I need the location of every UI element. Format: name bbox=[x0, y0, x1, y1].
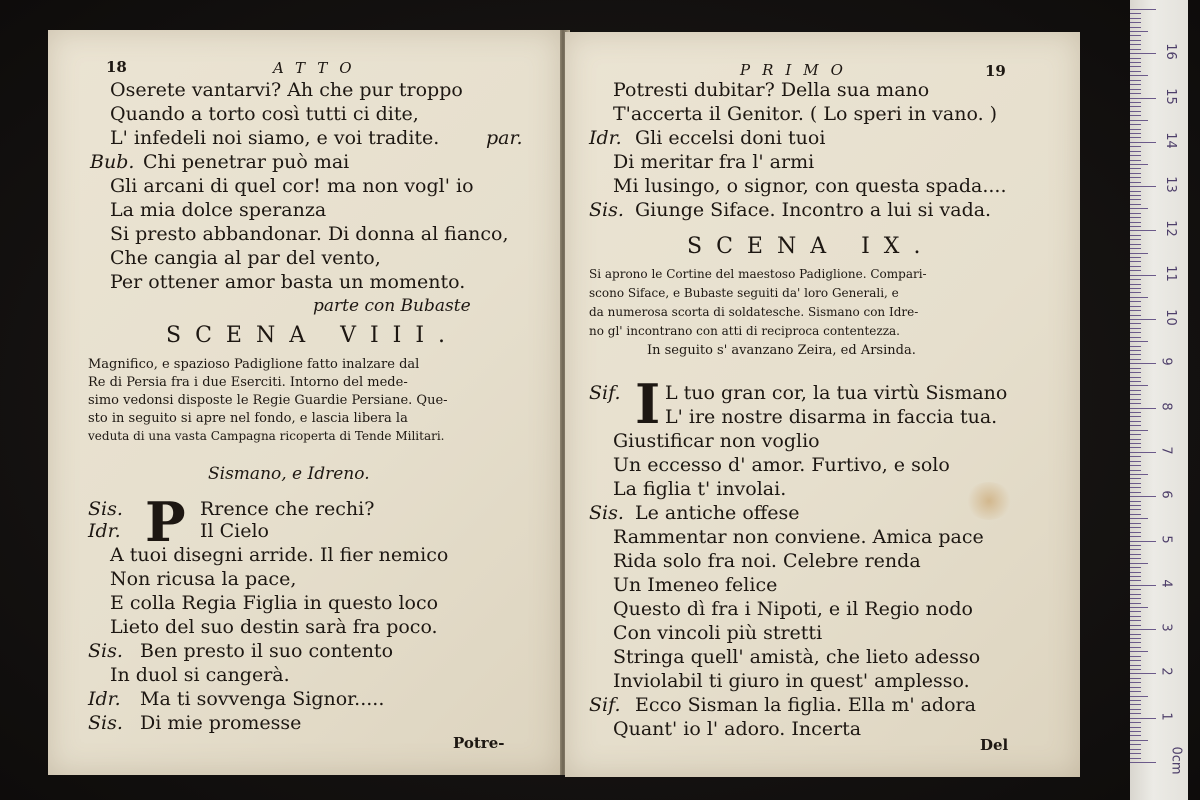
ruler-tick bbox=[1130, 611, 1141, 612]
dialogue-line: Le antiche offese bbox=[635, 502, 800, 524]
ruler-tick bbox=[1130, 111, 1141, 112]
stage-direction-line: veduta di una vasta Campagna ricoperta di Tende Militari. bbox=[88, 429, 445, 443]
page-number: 18 bbox=[106, 58, 127, 76]
stage-direction-line: simo vedonsi disposte le Regie Guardie Persiane. Que- bbox=[88, 393, 448, 408]
ruler-tick bbox=[1130, 638, 1141, 639]
ruler-tick bbox=[1130, 509, 1141, 510]
ruler-tick bbox=[1130, 598, 1141, 599]
ruler-tick bbox=[1130, 9, 1156, 10]
ruler-tick bbox=[1130, 594, 1141, 595]
ruler-tick bbox=[1130, 412, 1141, 413]
ruler-tick bbox=[1130, 182, 1141, 183]
ruler-tick bbox=[1130, 541, 1156, 542]
ruler-tick bbox=[1130, 164, 1148, 165]
ruler-tick bbox=[1130, 496, 1156, 497]
ruler-tick bbox=[1130, 567, 1141, 568]
speaker-label: Idr. bbox=[88, 520, 121, 542]
ruler-tick bbox=[1130, 75, 1148, 76]
dialogue-line: Rida solo fra noi. Celebre renda bbox=[613, 550, 921, 572]
ruler-tick bbox=[1130, 288, 1141, 289]
ruler-tick bbox=[1130, 576, 1141, 577]
ruler-tick bbox=[1130, 292, 1141, 293]
ruler-tick bbox=[1130, 199, 1141, 200]
dialogue-line: Non ricusa la pace, bbox=[110, 568, 297, 590]
dialogue-line: La figlia t' involai. bbox=[613, 478, 787, 500]
verse-line: Gli arcani di quel cor! ma non vogl' io bbox=[110, 175, 474, 197]
ruler-tick bbox=[1130, 381, 1141, 382]
speaker-label: Sis. bbox=[589, 199, 624, 221]
page-header: PRIMO bbox=[740, 61, 855, 79]
dialogue-line: In duol si cangerà. bbox=[110, 664, 290, 686]
ruler-number: 5 bbox=[1158, 534, 1174, 544]
ruler-tick bbox=[1130, 160, 1141, 161]
verse-line: Potresti dubitar? Della sua mano bbox=[613, 79, 930, 101]
ruler-tick bbox=[1130, 572, 1141, 573]
scene-title: SCENA IX. bbox=[687, 234, 935, 259]
ruler-tick bbox=[1130, 532, 1141, 533]
ruler-tick bbox=[1130, 129, 1141, 130]
ruler-tick bbox=[1130, 98, 1156, 99]
ruler-tick bbox=[1130, 470, 1141, 471]
verse-line: Gli eccelsi doni tuoi bbox=[635, 127, 826, 149]
ruler-tick bbox=[1130, 762, 1156, 763]
speaker-label: Sis. bbox=[589, 502, 624, 524]
ruler-tick bbox=[1130, 186, 1156, 187]
ruler-tick bbox=[1130, 461, 1141, 462]
dialogue-line: Inviolabil ti giuro in quest' amplesso. bbox=[613, 670, 970, 692]
verse-line: Mi lusingo, o signor, con questa spada.... bbox=[613, 175, 1007, 197]
verse-line: La mia dolce speranza bbox=[110, 199, 327, 221]
ruler-tick bbox=[1130, 487, 1141, 488]
ruler-tick bbox=[1130, 319, 1156, 320]
ruler-tick bbox=[1130, 616, 1141, 617]
ruler-tick bbox=[1130, 213, 1141, 214]
ruler-tick bbox=[1130, 700, 1141, 701]
ruler-tick bbox=[1130, 363, 1156, 364]
ruler-tick bbox=[1130, 385, 1148, 386]
ruler-tick bbox=[1130, 678, 1141, 679]
ruler-tick bbox=[1130, 673, 1156, 674]
ruler-tick bbox=[1130, 204, 1141, 205]
verse-line: Per ottener amor basta un momento. bbox=[110, 271, 466, 293]
ruler-tick bbox=[1130, 235, 1141, 236]
ruler-tick bbox=[1130, 665, 1141, 666]
ruler-tick bbox=[1130, 137, 1141, 138]
measuring-ruler bbox=[1130, 0, 1188, 800]
ruler-tick bbox=[1130, 222, 1141, 223]
ruler-tick bbox=[1130, 430, 1148, 431]
ruler-tick bbox=[1130, 279, 1141, 280]
ruler-tick bbox=[1130, 492, 1141, 493]
ruler-tick bbox=[1130, 740, 1148, 741]
ruler-tick bbox=[1130, 709, 1141, 710]
ruler-tick bbox=[1130, 501, 1141, 502]
stage-direction-line: no gl' incontrano con atti di reciproca contentezza. bbox=[589, 324, 900, 338]
speaker-label: Idr. bbox=[589, 127, 622, 149]
ruler-tick bbox=[1130, 84, 1141, 85]
ruler-tick bbox=[1130, 722, 1141, 723]
ruler-tick bbox=[1130, 421, 1141, 422]
dialogue-line: Stringa quell' amistà, che lieto adesso bbox=[613, 646, 981, 668]
verse-line: L' infedeli noi siamo, e voi tradite. bbox=[110, 127, 440, 149]
ruler-tick bbox=[1130, 337, 1141, 338]
ruler-tick bbox=[1130, 727, 1141, 728]
ruler-tick bbox=[1130, 452, 1156, 453]
par-mark: par. bbox=[486, 127, 523, 149]
ruler-tick bbox=[1130, 284, 1141, 285]
ruler-tick bbox=[1130, 208, 1148, 209]
page-number: 19 bbox=[985, 62, 1006, 80]
ruler-tick bbox=[1130, 399, 1141, 400]
ruler-tick bbox=[1130, 408, 1156, 409]
dialogue-line: Ben presto il suo contento bbox=[140, 640, 394, 662]
stage-direction-line: Re di Persia fra i due Eserciti. Intorno del mede- bbox=[88, 375, 408, 390]
ruler-tick bbox=[1130, 549, 1141, 550]
dialogue-line: Con vincoli più stretti bbox=[613, 622, 823, 644]
ruler-number: 6 bbox=[1158, 490, 1174, 499]
ruler-tick bbox=[1130, 647, 1141, 648]
dialogue-line: E colla Regia Figlia in questo loco bbox=[110, 592, 439, 614]
ruler-number: 9 bbox=[1158, 357, 1174, 366]
paper-stain bbox=[965, 482, 1013, 520]
ruler-tick bbox=[1130, 155, 1141, 156]
ruler-tick bbox=[1130, 239, 1141, 240]
ruler-tick bbox=[1130, 44, 1141, 45]
ruler-tick bbox=[1130, 270, 1141, 271]
right-page bbox=[565, 32, 1080, 777]
speaker-label: Bub. bbox=[90, 151, 135, 173]
ruler-tick bbox=[1130, 350, 1141, 351]
ruler-tick bbox=[1130, 634, 1141, 635]
ruler-tick bbox=[1130, 323, 1141, 324]
dialogue-line: Ecco Sisman la figlia. Ella m' adora bbox=[635, 694, 976, 716]
ruler-tick bbox=[1130, 731, 1141, 732]
ruler-tick bbox=[1130, 390, 1141, 391]
dialogue-line: Di mie promesse bbox=[140, 712, 302, 734]
ruler-tick bbox=[1130, 151, 1141, 152]
stage-direction-line: In seguito s' avanzano Zeira, ed Arsinda. bbox=[647, 343, 916, 358]
ruler-tick bbox=[1130, 124, 1141, 125]
ruler-tick bbox=[1130, 168, 1141, 169]
ruler-tick bbox=[1130, 310, 1141, 311]
ruler-number: 1 bbox=[1158, 712, 1174, 721]
ruler-tick bbox=[1130, 585, 1156, 586]
dialogue-line: A tuoi disegni arride. Il fier nemico bbox=[110, 544, 449, 566]
stage-direction-line: scono Siface, e Bubaste seguiti da' loro Generali, e bbox=[589, 286, 899, 300]
dialogue-line: Lieto del suo destin sarà fra poco. bbox=[110, 616, 438, 638]
ruler-tick bbox=[1130, 102, 1141, 103]
ruler-tick bbox=[1130, 416, 1141, 417]
dialogue-line: Quant' io l' adoro. Incerta bbox=[613, 718, 862, 740]
ruler-tick bbox=[1130, 106, 1141, 107]
ruler-tick bbox=[1130, 120, 1148, 121]
ruler-tick bbox=[1130, 146, 1141, 147]
ruler-tick bbox=[1130, 718, 1156, 719]
ruler-tick bbox=[1130, 518, 1148, 519]
dialogue-line: Il Cielo bbox=[200, 520, 269, 542]
ruler-tick bbox=[1130, 177, 1141, 178]
stage-direction-line: da numerosa scorta di soldatesche. Sismano con Idre- bbox=[589, 305, 919, 319]
ruler-tick bbox=[1130, 669, 1141, 670]
ruler-tick bbox=[1130, 625, 1141, 626]
ruler-tick bbox=[1130, 536, 1141, 537]
ruler-tick bbox=[1130, 563, 1148, 564]
stage-direction-line: Si aprono le Cortine del maestoso Padiglione. Compari- bbox=[589, 267, 927, 281]
ruler-tick bbox=[1130, 230, 1156, 231]
ruler-number: 2 bbox=[1158, 667, 1174, 677]
ruler-tick bbox=[1130, 478, 1141, 479]
characters-list: Sismano, e Idreno. bbox=[208, 464, 370, 484]
ruler-tick bbox=[1130, 603, 1141, 604]
ruler-tick bbox=[1130, 682, 1141, 683]
dialogue-line: Un eccesso d' amor. Furtivo, e solo bbox=[613, 454, 950, 476]
ruler-tick bbox=[1130, 758, 1141, 759]
ruler-tick bbox=[1130, 394, 1141, 395]
dialogue-line: Rammentar non conviene. Amica pace bbox=[613, 526, 984, 548]
ruler-tick bbox=[1130, 31, 1148, 32]
ruler-tick bbox=[1130, 62, 1141, 63]
ruler-number: 11 bbox=[1162, 264, 1178, 282]
speaker-label: Sis. bbox=[88, 712, 123, 734]
ruler-tick bbox=[1130, 257, 1141, 258]
ruler-tick bbox=[1130, 133, 1141, 134]
stage-direction-line: sto in seguito si apre nel fondo, e lascia libera la bbox=[88, 411, 408, 426]
verse-line: Di meritar fra l' armi bbox=[613, 151, 815, 173]
dialogue-line: Questo dì fra i Nipoti, e il Regio nodo bbox=[613, 598, 973, 620]
ruler-tick bbox=[1130, 523, 1141, 524]
ruler-tick bbox=[1130, 328, 1141, 329]
ruler-tick bbox=[1130, 191, 1141, 192]
ruler-tick bbox=[1130, 527, 1141, 528]
ruler-tick bbox=[1130, 474, 1148, 475]
ruler-tick bbox=[1130, 89, 1141, 90]
ruler-tick bbox=[1130, 443, 1141, 444]
ruler-tick bbox=[1130, 297, 1148, 298]
ruler-tick bbox=[1130, 607, 1148, 608]
verse-line: Giunge Siface. Incontro a lui si vada. bbox=[635, 199, 992, 221]
ruler-tick bbox=[1130, 744, 1141, 745]
ruler-number: 16 bbox=[1162, 43, 1178, 60]
ruler-tick bbox=[1130, 377, 1141, 378]
ruler-tick bbox=[1130, 53, 1156, 54]
ruler-tick bbox=[1130, 691, 1141, 692]
left-page bbox=[48, 30, 560, 775]
ruler-tick bbox=[1130, 545, 1141, 546]
ruler-tick bbox=[1130, 40, 1141, 41]
drop-cap: P bbox=[145, 490, 186, 554]
ruler-number: 10 bbox=[1162, 309, 1178, 326]
ruler-tick bbox=[1130, 447, 1141, 448]
dialogue-line: Ma ti sovvenga Signor..... bbox=[140, 688, 385, 710]
ruler-tick bbox=[1130, 22, 1141, 23]
ruler-tick bbox=[1130, 266, 1141, 267]
ruler-tick bbox=[1130, 439, 1141, 440]
ruler-tick bbox=[1130, 660, 1141, 661]
catchword: Del bbox=[980, 736, 1009, 754]
drop-cap: I bbox=[635, 372, 661, 436]
page-header: ATTO bbox=[273, 59, 364, 77]
ruler-tick bbox=[1130, 253, 1148, 254]
ruler-number: 14 bbox=[1162, 132, 1178, 149]
ruler-tick bbox=[1130, 425, 1141, 426]
ruler-tick bbox=[1130, 332, 1141, 333]
scene-title: SCENA VIII. bbox=[166, 323, 460, 348]
ruler-number: 4 bbox=[1158, 579, 1174, 588]
dialogue-line: Giustificar non voglio bbox=[613, 430, 820, 452]
ruler-tick bbox=[1130, 456, 1141, 457]
ruler-tick bbox=[1130, 49, 1141, 50]
ruler-tick bbox=[1130, 275, 1156, 276]
ruler-tick bbox=[1130, 354, 1141, 355]
ruler-tick bbox=[1130, 244, 1141, 245]
dialogue-line: Rrence che rechi? bbox=[200, 498, 375, 520]
exit-direction: parte con Bubaste bbox=[313, 296, 471, 316]
ruler-tick bbox=[1130, 753, 1141, 754]
verse-line: Si presto abbandonar. Di donna al fianco, bbox=[110, 223, 509, 245]
speaker-label: Sis. bbox=[88, 498, 123, 520]
ruler-tick bbox=[1130, 713, 1141, 714]
ruler-tick bbox=[1130, 115, 1141, 116]
ruler-tick bbox=[1130, 359, 1141, 360]
ruler-tick bbox=[1130, 27, 1141, 28]
ruler-tick bbox=[1130, 580, 1141, 581]
verse-line: T'accerta il Genitor. ( Lo speri in vano. ) bbox=[613, 103, 998, 125]
verse-line: Quando a torto così tutti ci dite, bbox=[110, 103, 419, 125]
ruler-tick bbox=[1130, 696, 1148, 697]
ruler-tick bbox=[1130, 173, 1141, 174]
ruler-tick bbox=[1130, 558, 1141, 559]
ruler-tick bbox=[1130, 735, 1141, 736]
ruler-number: 8 bbox=[1158, 401, 1174, 411]
ruler-tick bbox=[1130, 505, 1141, 506]
ruler-tick bbox=[1130, 687, 1141, 688]
ruler-tick bbox=[1130, 554, 1141, 555]
ruler-tick bbox=[1130, 346, 1141, 347]
ruler-tick bbox=[1130, 656, 1141, 657]
ruler-tick bbox=[1130, 66, 1141, 67]
ruler-tick bbox=[1130, 248, 1141, 249]
dialogue-line: L tuo gran cor, la tua virtù Sismano bbox=[665, 382, 1008, 404]
verse-line: Che cangia al par del vento, bbox=[110, 247, 381, 269]
ruler-tick bbox=[1130, 306, 1141, 307]
ruler-tick bbox=[1130, 341, 1148, 342]
dialogue-line: Un Imeneo felice bbox=[613, 574, 778, 596]
ruler-number: 15 bbox=[1162, 87, 1178, 105]
ruler-number: 7 bbox=[1158, 446, 1174, 455]
ruler-tick bbox=[1130, 18, 1141, 19]
speaker-label: Sif. bbox=[589, 694, 621, 716]
ruler-tick bbox=[1130, 93, 1141, 94]
ruler-tick bbox=[1130, 13, 1141, 14]
ruler-tick bbox=[1130, 372, 1141, 373]
catchword: Potre- bbox=[453, 734, 505, 752]
stage-direction-line: Magnifico, e spazioso Padiglione fatto inalzare dal bbox=[88, 357, 420, 372]
ruler-tick bbox=[1130, 71, 1141, 72]
verse-line: Oserete vantarvi? Ah che pur troppo bbox=[110, 79, 463, 101]
ruler-tick bbox=[1130, 315, 1141, 316]
ruler-tick bbox=[1130, 434, 1141, 435]
ruler-tick bbox=[1130, 483, 1141, 484]
ruler-tick bbox=[1130, 651, 1148, 652]
ruler-tick bbox=[1130, 35, 1141, 36]
ruler-tick bbox=[1130, 226, 1141, 227]
ruler-number: 3 bbox=[1158, 623, 1174, 632]
ruler-tick bbox=[1130, 261, 1141, 262]
ruler-tick bbox=[1130, 58, 1141, 59]
ruler-tick bbox=[1130, 749, 1141, 750]
dialogue-line: L' ire nostre disarma in faccia tua. bbox=[665, 406, 998, 428]
ruler-tick bbox=[1130, 704, 1141, 705]
ruler-tick bbox=[1130, 465, 1141, 466]
ruler-tick bbox=[1130, 80, 1141, 81]
ruler-tick bbox=[1130, 368, 1141, 369]
ruler-tick bbox=[1130, 620, 1141, 621]
ruler-tick bbox=[1130, 142, 1156, 143]
ruler-tick bbox=[1130, 589, 1141, 590]
ruler-tick bbox=[1130, 403, 1141, 404]
ruler-tick bbox=[1130, 195, 1141, 196]
ruler-tick bbox=[1130, 629, 1156, 630]
ruler-number: 0cm bbox=[1168, 746, 1184, 775]
ruler-tick bbox=[1130, 217, 1141, 218]
speaker-label: Sif. bbox=[589, 382, 621, 404]
speaker-label: Idr. bbox=[88, 688, 121, 710]
ruler-number: 12 bbox=[1162, 220, 1178, 238]
ruler-tick bbox=[1130, 301, 1141, 302]
speaker-label: Sis. bbox=[88, 640, 123, 662]
ruler-number: 13 bbox=[1162, 176, 1178, 193]
ruler-tick bbox=[1130, 642, 1141, 643]
ruler-tick bbox=[1130, 514, 1141, 515]
verse-line: Chi penetrar può mai bbox=[143, 151, 350, 173]
